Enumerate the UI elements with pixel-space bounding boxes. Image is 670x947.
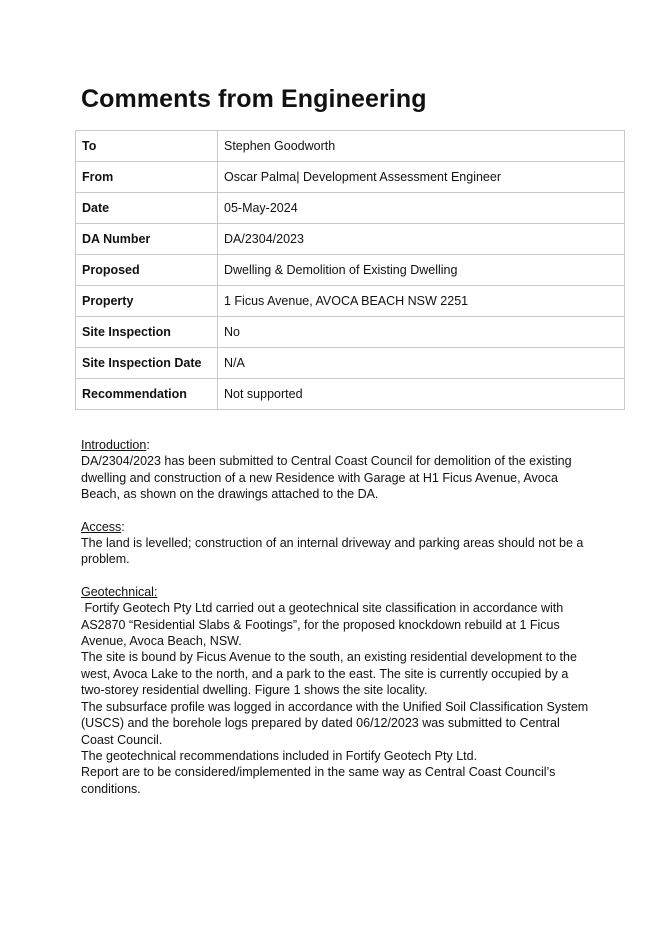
page-title: Comments from Engineering — [81, 85, 427, 113]
table-row-from — [76, 162, 625, 193]
geotechnical-paragraph: Fortify Geotech Pty Ltd carried out a geotechnical site classification in accordance with AS2870 “Residential Slabs & Footings”, for the proposed knockdown rebuild at 1 Ficus Avenue, Avoca Beach, NSW. — [81, 601, 566, 649]
row-label: Recommendation — [76, 379, 218, 410]
row-value: Not supported — [218, 379, 625, 410]
row-value: Oscar Palma| Development Assessment Engineer — [218, 162, 625, 193]
table-row-to — [76, 131, 625, 162]
row-label: DA Number — [76, 224, 218, 255]
row-label: Site Inspection Date — [76, 348, 218, 379]
row-label: Date — [76, 193, 218, 224]
table-row-da-number — [76, 224, 625, 255]
table-row-property — [76, 286, 625, 317]
row-label: To — [76, 131, 218, 162]
introduction-paragraph: DA/2304/2023 has been submitted to Central Coast Council for demolition of the existing dwelling and construction of a new Residence with Garage at H1 Ficus Avenue, Avoca Beach, as shown on the drawings attached to the DA. — [81, 454, 572, 502]
comments-body — [81, 437, 593, 813]
row-value: Stephen Goodworth — [218, 131, 625, 162]
access-paragraph: The land is levelled; construction of an internal driveway and parking areas should not be a problem. — [81, 536, 584, 567]
row-label: Property — [76, 286, 218, 317]
row-value: Dwelling & Demolition of Existing Dwelling — [218, 255, 625, 286]
geotechnical-paragraph: The subsurface profile was logged in accordance with the Unified Soil Classification System (USCS) and the borehole logs prepared by dated 06/12/2023 was submitted to Central Coast Council. — [81, 699, 589, 747]
row-label: Proposed — [76, 255, 218, 286]
row-value: No — [218, 317, 625, 348]
table-row-site-inspection-date — [76, 348, 625, 379]
geotechnical-section — [81, 584, 593, 797]
geotechnical-heading — [81, 584, 593, 600]
access-section — [81, 519, 593, 568]
table-row-site-inspection — [76, 317, 625, 348]
introduction-heading-text: Introduction — [81, 438, 147, 452]
introduction-section — [81, 437, 593, 503]
geotechnical-heading-text: Geotechnical: — [81, 584, 158, 599]
introduction-heading: Introduction: — [81, 438, 150, 452]
access-heading: Access: — [81, 519, 125, 534]
geotechnical-paragraph: Report are to be considered/implemented in the same way as Central Coast Council’s conditions. — [81, 765, 556, 796]
geotechnical-paragraph: The site is bound by Ficus Avenue to the south, an existing residential development to the west, Avoca Lake to the north, and a park to the east. The site is currently occupied by a two-storey residential dwelling. Figure 1 shows the site locality. — [81, 650, 577, 698]
row-value: N/A — [218, 348, 625, 379]
table-row-proposed — [76, 255, 625, 286]
row-value: 05-May-2024 — [218, 193, 625, 224]
geotechnical-paragraph: The geotechnical recommendations included in Fortify Geotech Pty Ltd. — [81, 748, 478, 763]
row-value: 1 Ficus Avenue, AVOCA BEACH NSW 2251 — [218, 286, 625, 317]
row-label: Site Inspection — [76, 317, 218, 348]
details-table — [75, 130, 625, 410]
row-value: DA/2304/2023 — [218, 224, 625, 255]
access-heading-text: Access — [81, 519, 122, 534]
row-label: From — [76, 162, 218, 193]
table-row-recommendation — [76, 379, 625, 410]
table-row-date — [76, 193, 625, 224]
